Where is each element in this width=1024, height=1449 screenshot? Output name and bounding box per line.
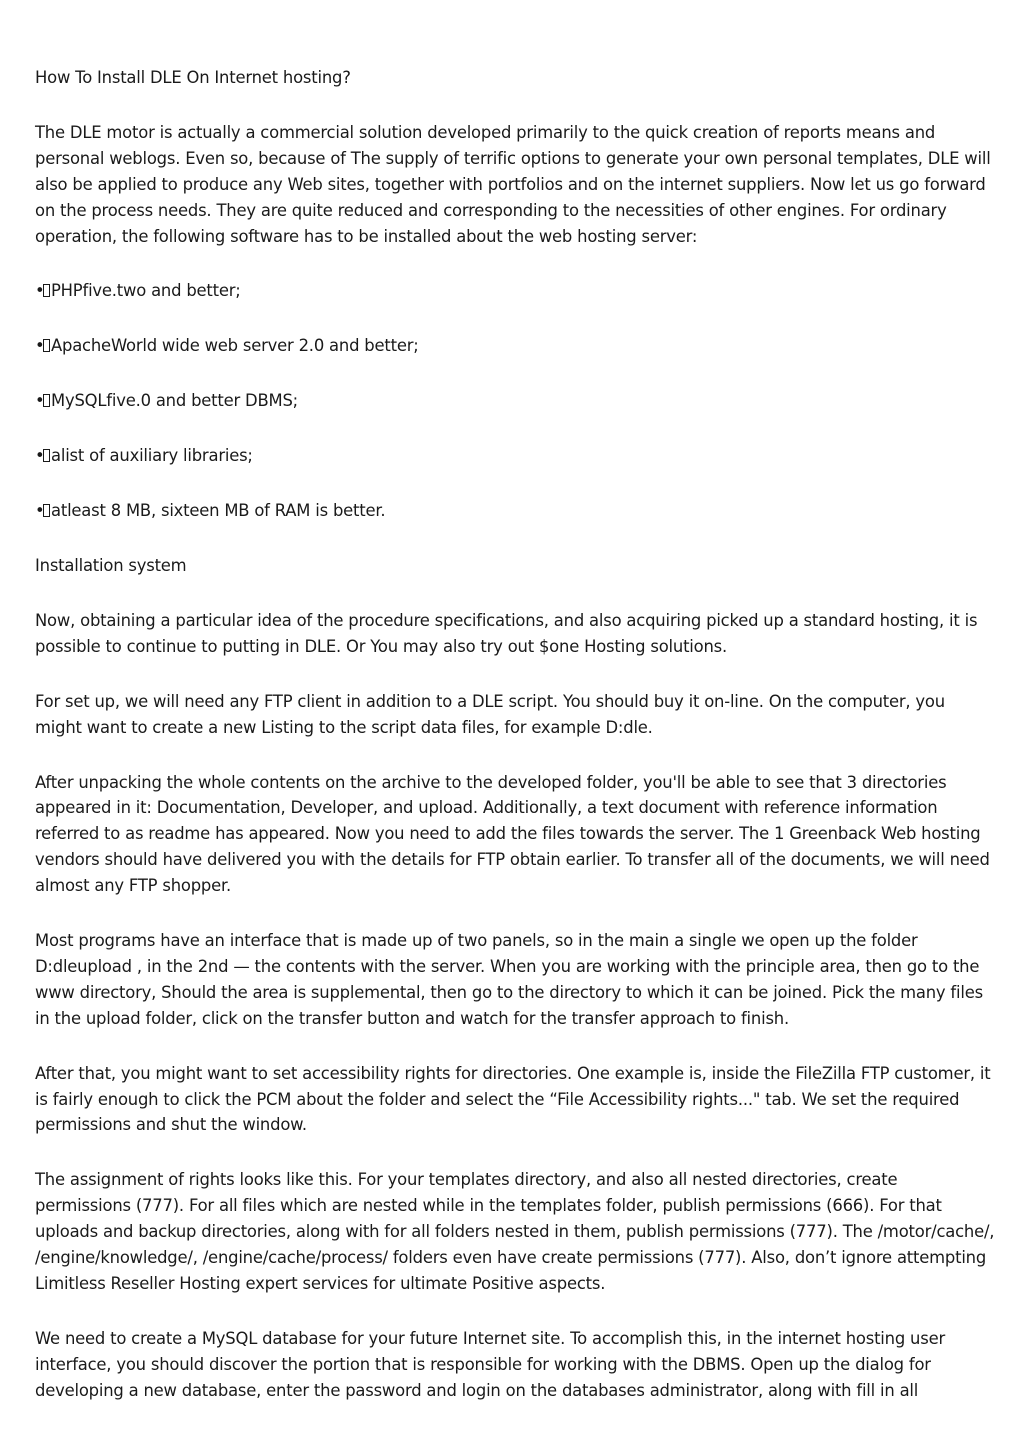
requirement-item [35,498,995,524]
body-paragraph: After that, you might want to set accessibility rights for directories. One example is, inside the FileZilla FTP customer, it is fairly enough to click the PCM about the folder and select the “File Accessibility rights..." tab. We set the required permissions and shut the window. [35,1063,991,1135]
missing-glyph-icon [43,449,50,462]
body-paragraph: After unpacking the whole contents on the archive to the developed folder, you'll be able to see that 3 directories appeared in it: Documentation, Developer, and upload. Additionally, a text document with reference information referred to as readme has appeared. Now you need to add the files towards the server. The 1 Greenback Web hosting vendors should have delivered you with the details for FTP obtain earlier. To transfer all of the documents, we will need almost any FTP shopper. [35,772,990,896]
section-title: Installation system [35,555,187,575]
requirement-text: PHPfive.two and better; [51,281,241,301]
requirement-text: MySQLfive.0 and better DBMS; [51,391,298,411]
body-paragraph: Now, obtaining a particular idea of the procedure specifications, and also acquiring picked up a standard hosting, it is possible to continue to putting in DLE. Or You may also try out $one Hosting solutions. [35,610,978,656]
body-paragraph: The assignment of rights looks like this. For your templates directory, and also all nested directories, create permissions (777). For all files which are nested while in the templates folder, publish permissions (666). For that uploads and backup directories, along with for all folders nested in them, publish permissions (777). The /motor/cache/, /engine/knowledge/, /engine/cache/process/ folders even have create permissions (777). Also, don’t ignore attempting Limitless Reseller Hosting expert services for ultimate Positive aspects. [35,1170,995,1293]
intro-paragraph: The DLE motor is actually a commercial solution developed primarily to the quick creation of reports means and personal weblogs. Even so, because of The supply of terrific options to generate your own personal templates, DLE will also be applied to produce any Web sites, together with portfolios and on the internet suppliers. Now let us go forward on the process needs. They are quite reduced and corresponding to the necessities of other engines. For ordinary operation, the following software has to be installed about the web hosting server: [35,122,991,246]
requirement-text: atleast 8 MB, sixteen MB of RAM is better. [51,501,386,521]
body-paragraph: For set up, we will need any FTP client in addition to a DLE script. You should buy it on-line. On the computer, you might want to create a new Listing to the script data files, for example D:dle. [35,691,945,737]
requirements-list [35,278,995,524]
missing-glyph-icon [43,339,50,352]
requirement-item [35,333,995,359]
missing-glyph-icon [43,284,50,297]
bullet-icon: • [35,446,45,466]
requirement-item [35,278,995,304]
document-heading: How To Install DLE On Internet hosting? [35,68,351,87]
missing-glyph-icon [43,394,50,407]
missing-glyph-icon [43,504,50,517]
requirement-item [35,388,995,414]
requirement-text: alist of auxiliary libraries; [51,446,253,466]
requirement-item [35,443,995,469]
bullet-icon: • [35,336,45,356]
body-paragraph: Most programs have an interface that is made up of two panels, so in the main a single we open up the folder D:dleupload , in the 2nd — the contents with the server. When you are working with the principle area, then go to the www directory, Should the area is supplemental, then go to the directory to which it can be joined. Pick the many files in the upload folder, click on the transfer button and watch for the transfer approach to finish. [35,931,983,1028]
bullet-icon: • [35,281,45,301]
bullet-icon: • [35,391,45,411]
document-page [35,65,995,1433]
bullet-icon: • [35,501,45,521]
body-paragraph: We need to create a MySQL database for your future Internet site. To accomplish this, in the internet hosting user interface, you should discover the portion that is responsible for working with the DBMS. Open up the dialog for developing a new database, enter the password and login on the databases administrator, along with fill in all [35,1328,945,1400]
requirement-text: ApacheWorld wide web server 2.0 and better; [51,336,419,356]
